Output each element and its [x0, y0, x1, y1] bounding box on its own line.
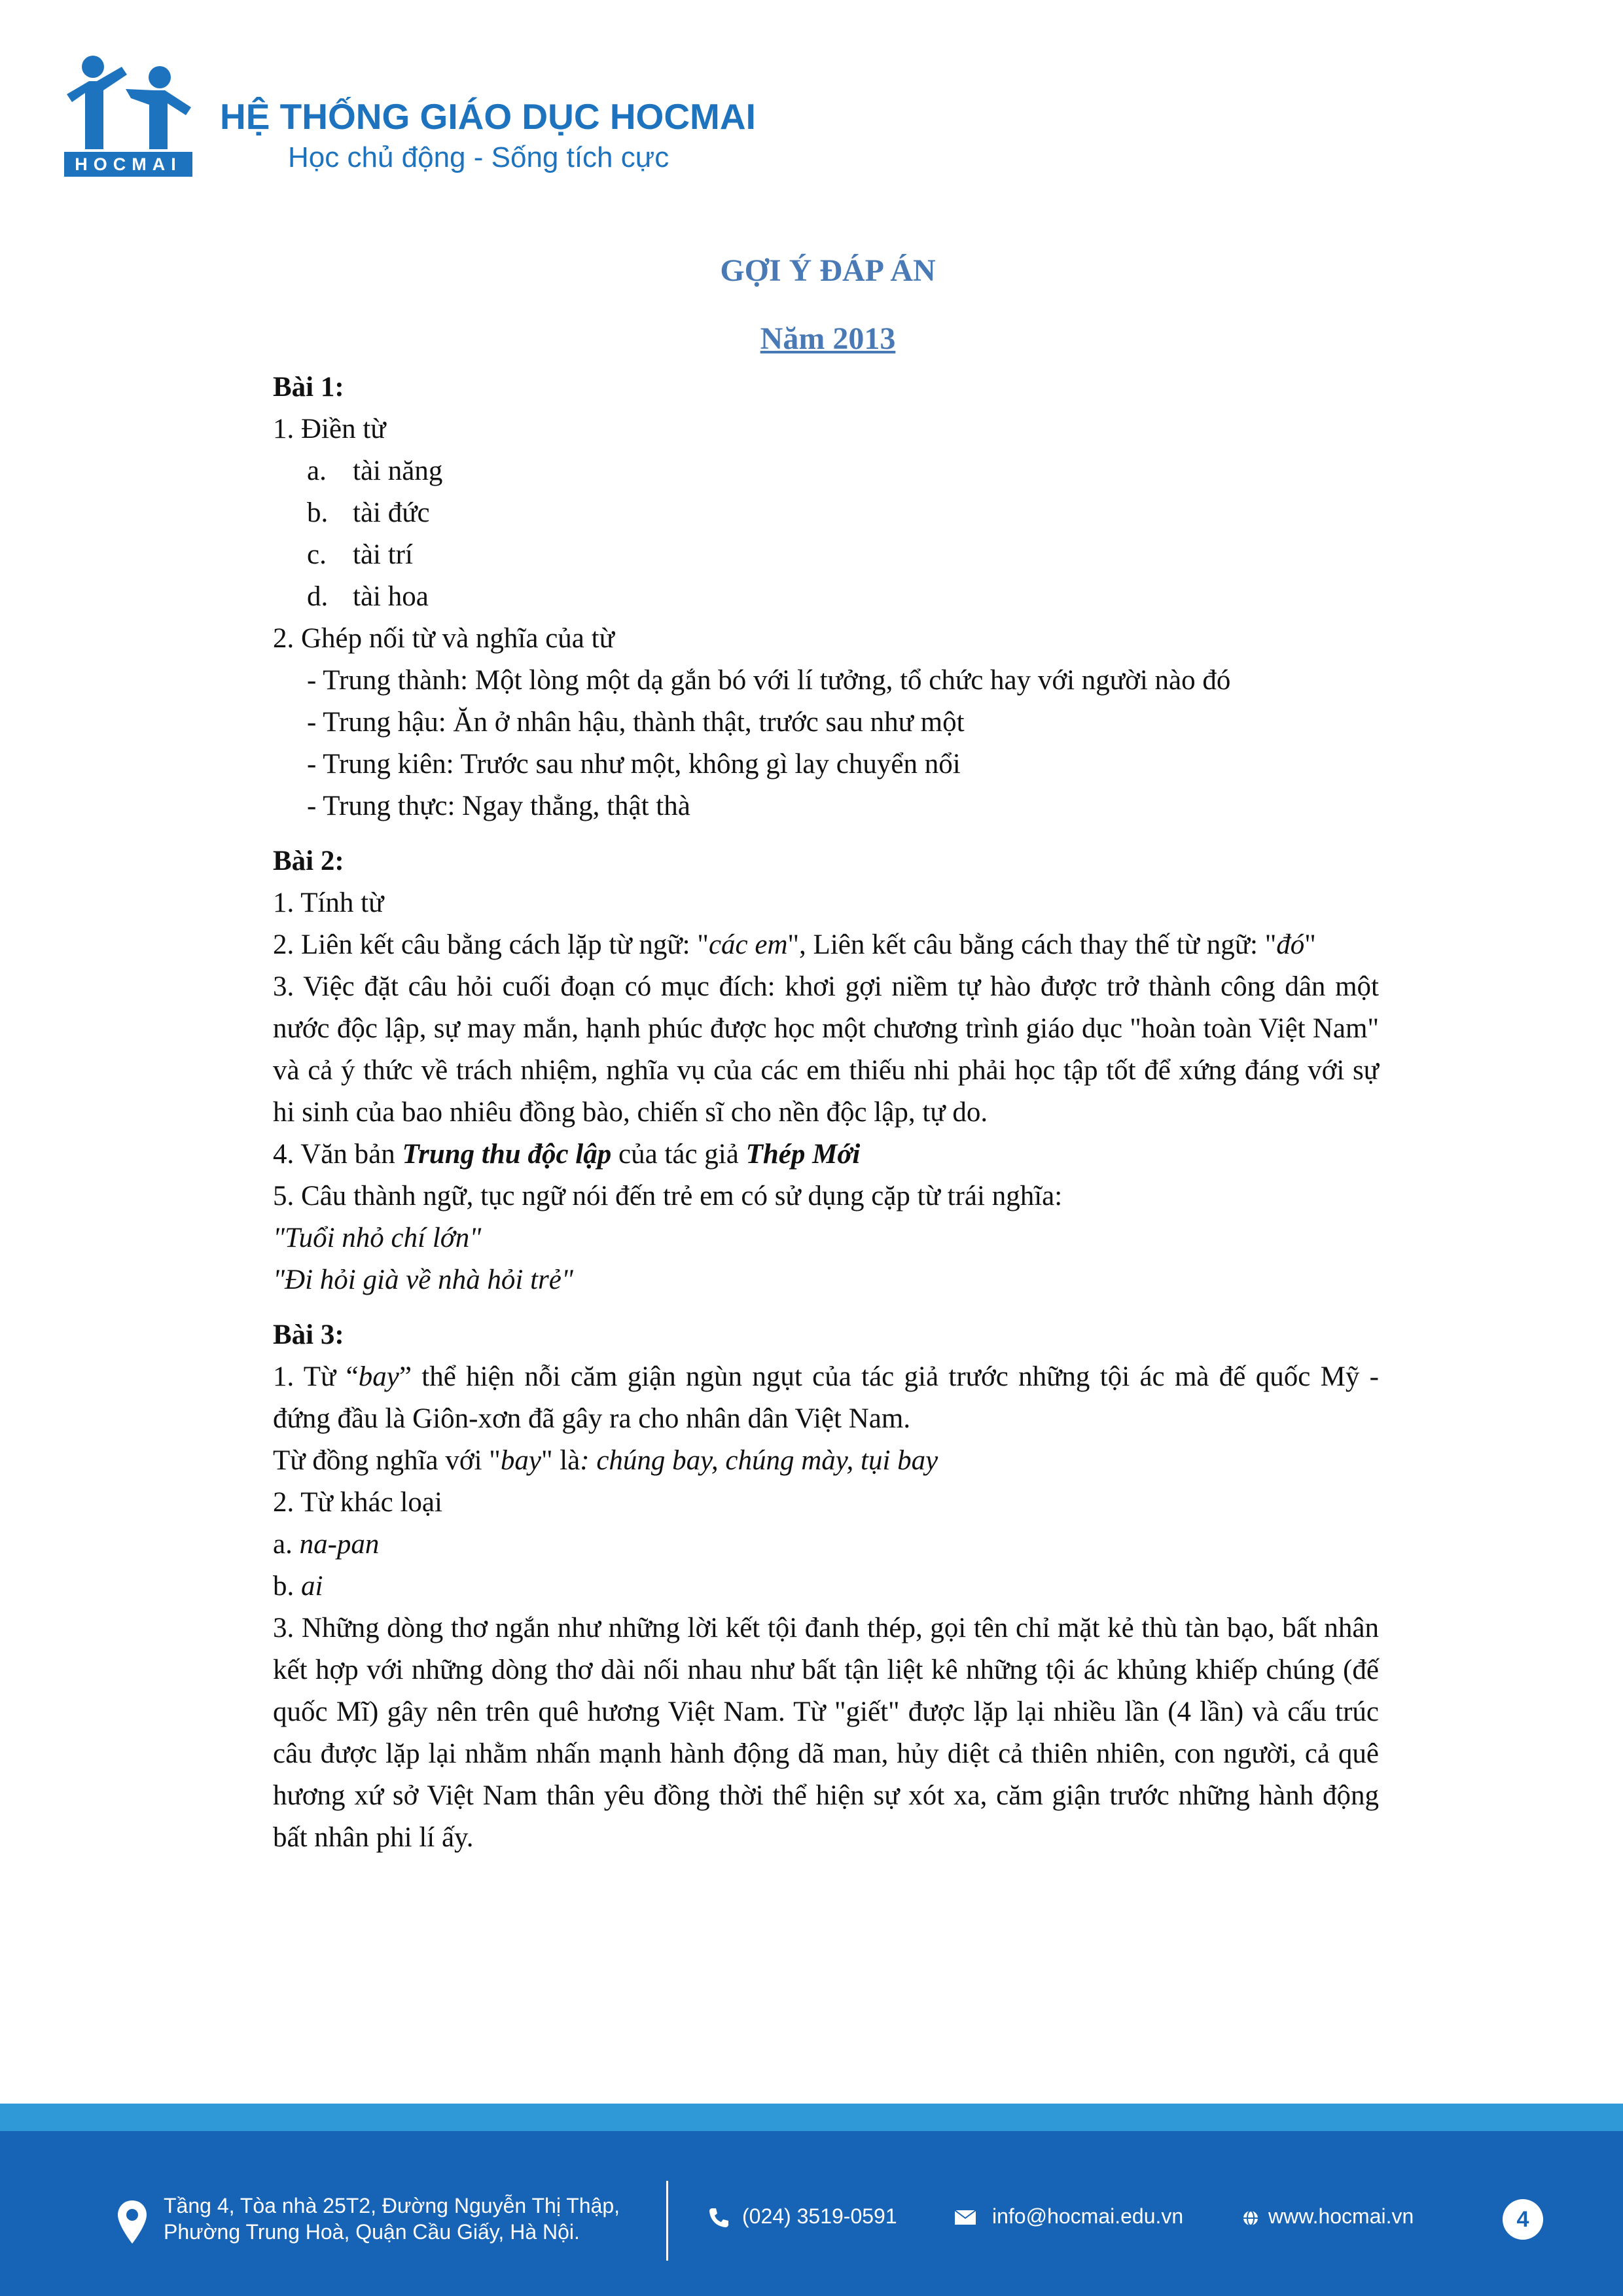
footer-accent-strip [0, 2104, 1623, 2131]
brand-slogan: Học chủ động - Sống tích cực [288, 141, 669, 173]
email-icon [954, 2210, 976, 2225]
list-item: b. tài đức [307, 497, 430, 528]
question-line: 2. Từ khác loại [273, 1487, 442, 1518]
list-item: b. ai [273, 1571, 323, 1602]
section-heading: Bài 1: [273, 372, 344, 403]
list-item: c. tài trí [307, 539, 413, 570]
question-line: 2. Liên kết câu bằng cách lặp từ ngữ: "các em", Liên kết câu bằng cách thay thế từ ngữ: "đó" [273, 929, 1316, 960]
document-title: GỢI Ý ĐÁP ÁN [720, 253, 936, 288]
footer-divider [666, 2181, 668, 2261]
address-line: Tầng 4, Tòa nhà 25T2, Đường Nguyễn Thị Thập, [164, 2194, 620, 2217]
location-pin-icon [116, 2199, 148, 2245]
list-item: - Trung hậu: Ăn ở nhân hậu, thành thật, trước sau như một [307, 707, 965, 738]
list-item: a. tài năng [307, 456, 443, 486]
footer [0, 2131, 1623, 2296]
proverb-line: "Đi hỏi già về nhà hỏi trẻ" [273, 1265, 573, 1295]
footer-email[interactable]: info@hocmai.edu.vn [992, 2204, 1184, 2228]
question-line: 2. Ghép nối từ và nghĩa của từ [273, 623, 615, 654]
document-subtitle: Năm 2013 [760, 321, 896, 356]
page-number-badge: 4 [1503, 2199, 1543, 2240]
list-item: - Trung thực: Ngay thẳng, thật thà [307, 791, 690, 821]
footer-phone[interactable]: (024) 3519-0591 [742, 2204, 897, 2228]
list-item: - Trung thành: Một lòng một dạ gắn bó với lí tưởng, tổ chức hay với người nào đó [307, 665, 1231, 696]
question-line: 1. Điền từ [273, 414, 386, 444]
list-item: - Trung kiên: Trước sau như một, không gì lay chuyển nổi [307, 749, 961, 780]
section-bai-2 [273, 840, 1379, 1301]
question-line: 1. Tính từ [273, 888, 384, 918]
question-line: 5. Câu thành ngữ, tục ngữ nói đến trẻ em có sử dụng cặp từ trái nghĩa: [273, 1181, 1063, 1211]
globe-icon [1242, 2210, 1259, 2227]
question-paragraph: 1. Từ “bay” thể hiện nỗi căm giận ngùn ngụt của tác giả trước những tội ác mà đế quốc Mỹ - đứng đầu là Giôn-xơn đã gây ra cho nhân dân Việt Nam. [273, 1361, 1379, 1434]
list-item: a. na-pan [273, 1529, 380, 1560]
phone-icon [707, 2206, 730, 2229]
question-line: Từ đồng nghĩa với "bay" là: chúng bay, chúng mày, tụi bay [273, 1445, 938, 1476]
logo-wordmark: HOCMAI [64, 152, 192, 177]
proverb-line: "Tuổi nhỏ chí lớn" [273, 1223, 482, 1253]
question-line: 4. Văn bản Trung thu độc lập của tác giả Thép Mới [273, 1139, 861, 1170]
section-heading: Bài 3: [273, 1319, 344, 1350]
question-paragraph: 3. Những dòng thơ ngắn như những lời kết tội đanh thép, gọi tên chỉ mặt kẻ thù tàn bạo, bất nhân kết hợp với những dòng thơ dài nối nhau như bất tận liệt kê những tội ác khủng khiếp chúng (đế quốc Mĩ) gây nên trên quê hương Việt Nam. Từ "giết" được lặp lại nhiều lần (4 lần) và cấu trúc câu được lặp lại nhằm nhấn mạnh hành động dã man, hủy diệt cả thiên nhiên, con người, cả quê hương xứ sở Việt Nam thân yêu đồng thời thể hiện sự xót xa, căm giận trước những hành động bất nhân phi lí ấy. [273, 1613, 1379, 1853]
brand-title: HỆ THỐNG GIÁO DỤC HOCMAI [220, 96, 756, 137]
footer-website[interactable]: www.hocmai.vn [1268, 2204, 1414, 2228]
address-line: Phường Trung Hoà, Quận Cầu Giấy, Hà Nội. [164, 2220, 580, 2244]
list-item: d. tài hoa [307, 581, 429, 612]
section-heading: Bài 2: [273, 846, 344, 876]
section-bai-1 [273, 367, 1379, 827]
question-paragraph: 3. Việc đặt câu hỏi cuối đoạn có mục đích: khơi gợi niềm tự hào được trở thành công dân một nước độc lập, sự may mắn, hạnh phúc được học một chương trình giáo dục "hoàn toàn Việt Nam" và cả ý thức về trách nhiệm, nghĩa vụ của các em thiếu nhi phải học tập tốt để xứng đáng với sự hi sinh của bao nhiêu đồng bào, chiến sĩ cho nền độc lập, tự do. [273, 971, 1379, 1128]
section-bai-3 [273, 1314, 1379, 1859]
logo-figures-icon [63, 51, 194, 153]
hocmai-logo[interactable] [63, 51, 194, 181]
footer-address [164, 2193, 620, 2245]
answer-content [273, 367, 1379, 1859]
